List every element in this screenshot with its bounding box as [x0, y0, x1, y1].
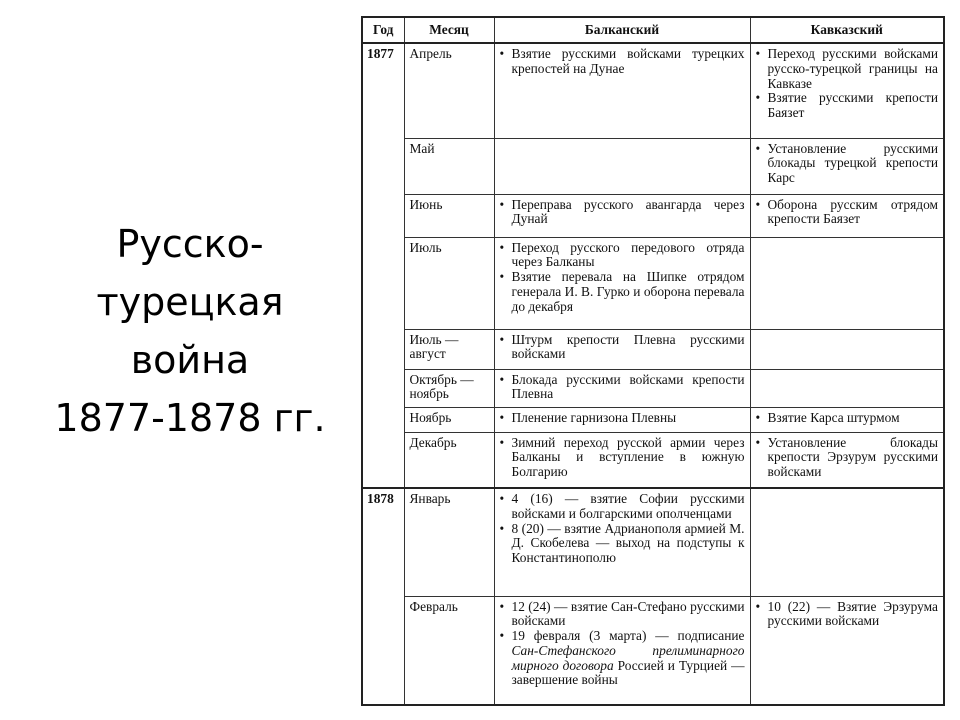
table-row [362, 407, 944, 432]
treaty-text-start: 19 февраля (3 марта) — подписание [511, 628, 745, 644]
title-line-1: Русско- [116, 222, 264, 266]
caucasus-cell [750, 329, 944, 369]
caucasus-cell [750, 194, 944, 237]
list-item: • 8 (20) — взятие Адрианополя армией М. Д. Скобелева — выход на подступы к Константинополю [500, 522, 745, 566]
header-month: Месяц [404, 17, 494, 43]
caucasus-cell [750, 432, 944, 488]
list-item: • Взятие русскими войсками турецких крепостей на Дунае [500, 47, 745, 77]
year-cell-1878: 1878 [362, 488, 404, 705]
list-item: • 10 (22) — Взятие Эрзурума русскими войсками [756, 600, 939, 630]
list-item: • Пленение гарнизона Плевны [500, 411, 745, 426]
caucasus-cell [750, 43, 944, 138]
month-cell: Декабрь [404, 432, 494, 488]
list-item: • Установление блокады крепости Эрзурум русскими войсками [756, 436, 939, 480]
list-item: • Переправа русского авангарда через Дунай [500, 198, 745, 228]
list-item: • Взятие перевала на Шипке отрядом генерала И. В. Гурко и оборона перевала до декабря [500, 270, 745, 314]
war-events-table [361, 16, 945, 706]
month-cell: Январь [404, 488, 494, 596]
year-cell-1877: 1877 [362, 43, 404, 488]
table-row [362, 194, 944, 237]
list-item: • Зимний переход русской армии через Балканы и вступление в южную Болгарию [500, 436, 745, 480]
treaty-name: Сан-Стефанского прелиминарного мирного договора [511, 642, 745, 673]
list-item: • Установление русскими блокады турецкой крепости Карс [756, 142, 939, 186]
title-line-2: турецкая [96, 280, 284, 324]
table-row [362, 237, 944, 329]
caucasus-cell [750, 237, 944, 329]
header-year: Год [362, 17, 404, 43]
treaty-text-end: Россией и Турцией — завершение войны [511, 657, 745, 688]
list-item: • Оборона русским отрядом крепости Баязет [756, 198, 939, 228]
balkan-cell [494, 432, 750, 488]
balkan-cell [494, 407, 750, 432]
table-row [362, 596, 944, 705]
title-line-4: 1877-1878 гг. [54, 396, 326, 440]
table-row [362, 43, 944, 138]
caucasus-cell [750, 138, 944, 194]
month-cell: Февраль [404, 596, 494, 705]
list-item: • 4 (16) — взятие Софии русскими войсками и болгарскими ополченцами [500, 492, 745, 522]
header-balkan: Балканский [494, 17, 750, 43]
list-item: • Блокада русскими войсками крепости Плевна [500, 373, 745, 403]
month-cell: Июль [404, 237, 494, 329]
caucasus-cell [750, 369, 944, 407]
table-header-row [362, 17, 944, 43]
balkan-cell [494, 488, 750, 596]
balkan-cell [494, 194, 750, 237]
balkan-cell [494, 237, 750, 329]
month-cell: Май [404, 138, 494, 194]
balkan-cell [494, 138, 750, 194]
caucasus-cell [750, 488, 944, 596]
list-item: • 12 (24) — взятие Сан-Стефано русскими войсками [500, 600, 745, 630]
table-row [362, 329, 944, 369]
balkan-cell [494, 329, 750, 369]
month-cell: Апрель [404, 43, 494, 138]
balkan-cell [494, 43, 750, 138]
list-item: • Взятие русскими крепости Баязет [756, 91, 939, 121]
header-caucasus: Кавказский [750, 17, 944, 43]
table-row [362, 432, 944, 488]
slide-title [40, 215, 340, 447]
caucasus-cell [750, 407, 944, 432]
table-row [362, 138, 944, 194]
list-item [500, 629, 745, 688]
balkan-cell [494, 596, 750, 705]
caucasus-cell [750, 596, 944, 705]
table-row [362, 488, 944, 596]
list-item: • Переход русского передового отряда через Балканы [500, 241, 745, 271]
list-item: • Переход русскими войсками русско-турецкой границы на Кавказе [756, 47, 939, 91]
month-cell: Октябрь — ноябрь [404, 369, 494, 407]
month-cell: Ноябрь [404, 407, 494, 432]
list-item: • Штурм крепости Плевна русскими войсками [500, 333, 745, 363]
list-item: • Взятие Карса штурмом [756, 411, 939, 426]
month-cell: Июль — август [404, 329, 494, 369]
balkan-cell [494, 369, 750, 407]
month-cell: Июнь [404, 194, 494, 237]
title-line-3: война [130, 338, 250, 382]
table-row [362, 369, 944, 407]
